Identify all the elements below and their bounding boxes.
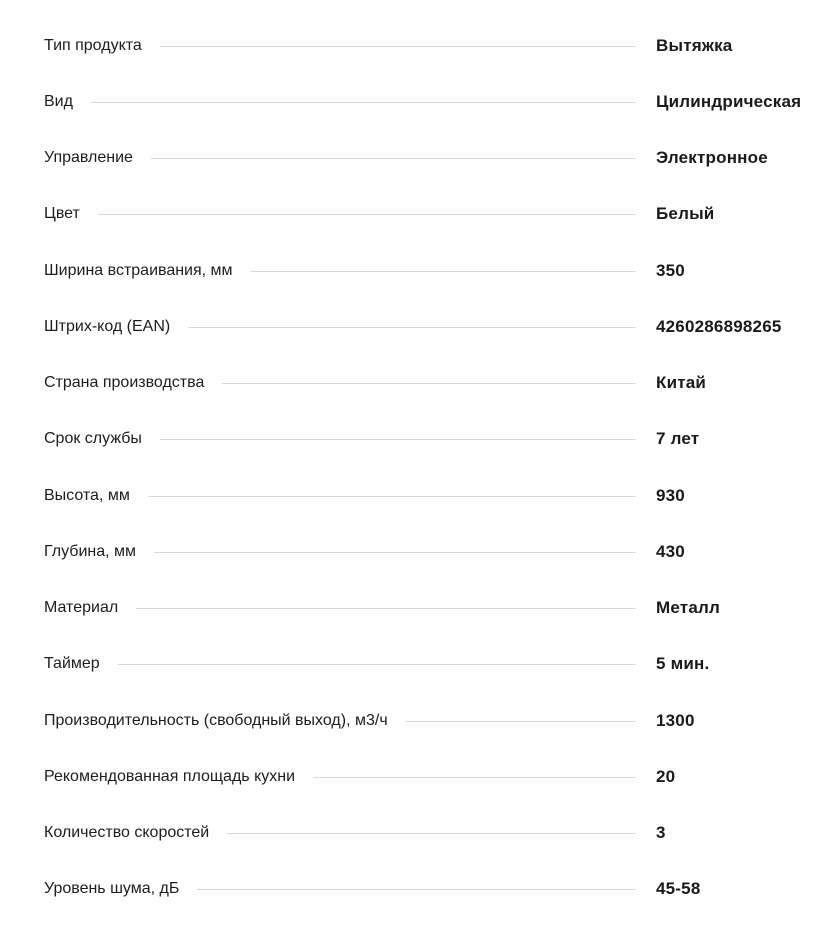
spec-leader-line <box>160 439 636 440</box>
spec-row-timer <box>44 649 827 679</box>
spec-row-control <box>44 143 827 173</box>
spec-row-type <box>44 87 827 117</box>
spec-leader-line <box>251 271 636 272</box>
spec-label: Высота, мм <box>44 487 130 504</box>
spec-row-depth <box>44 537 827 567</box>
spec-value: 1300 <box>656 711 695 730</box>
spec-row-height <box>44 481 827 511</box>
spec-value: Китай <box>656 373 707 392</box>
spec-row-kitchen-area <box>44 762 827 792</box>
spec-row-product-type <box>44 31 827 61</box>
spec-leader-line <box>98 214 636 215</box>
spec-value: 3 <box>656 823 666 842</box>
spec-label: Управление <box>44 149 133 166</box>
spec-label: Таймер <box>44 655 100 672</box>
spec-label: Страна производства <box>44 374 205 391</box>
spec-label: Уровень шума, дБ <box>44 880 180 897</box>
spec-leader-line <box>91 102 636 103</box>
spec-value: 20 <box>656 767 676 786</box>
spec-value: 430 <box>656 542 685 561</box>
spec-leader-line <box>148 496 636 497</box>
spec-leader-line <box>188 327 636 328</box>
spec-label: Цвет <box>44 205 80 222</box>
spec-leader-line <box>313 777 636 778</box>
spec-row-material <box>44 593 827 623</box>
spec-value: Белый <box>656 204 715 223</box>
spec-label: Штрих-код (EAN) <box>44 318 171 335</box>
spec-value: Вытяжка <box>656 36 733 55</box>
spec-label: Срок службы <box>44 430 142 447</box>
spec-label: Материал <box>44 599 119 616</box>
spec-label: Рекомендованная площадь кухни <box>44 768 296 785</box>
spec-label: Вид <box>44 93 73 110</box>
spec-row-noise-level <box>44 874 827 904</box>
spec-row-barcode <box>44 312 827 342</box>
spec-leader-line <box>406 721 636 722</box>
spec-leader-line <box>151 158 636 159</box>
spec-value: Металл <box>656 598 720 617</box>
spec-value: Электронное <box>656 148 768 167</box>
spec-value: 4260286898265 <box>656 317 782 336</box>
spec-leader-line <box>118 664 636 665</box>
spec-label: Производительность (свободный выход), м3/ч <box>44 712 388 729</box>
spec-row-service-life <box>44 424 827 454</box>
spec-value: 7 лет <box>656 429 700 448</box>
spec-leader-line <box>222 383 636 384</box>
spec-leader-line <box>197 889 636 890</box>
spec-leader-line <box>154 552 636 553</box>
spec-row-performance <box>44 706 827 736</box>
spec-value: 350 <box>656 261 685 280</box>
spec-label: Ширина встраивания, мм <box>44 262 233 279</box>
spec-value: 5 мин. <box>656 654 710 673</box>
spec-value: Цилиндрическая <box>656 92 802 111</box>
spec-row-country <box>44 368 827 398</box>
spec-label: Количество скоростей <box>44 824 210 841</box>
spec-row-speeds <box>44 818 827 848</box>
spec-label: Тип продукта <box>44 37 142 54</box>
spec-leader-line <box>227 833 636 834</box>
spec-label: Глубина, мм <box>44 543 137 560</box>
spec-leader-line <box>160 46 636 47</box>
spec-row-built-in-width <box>44 256 827 286</box>
spec-value: 930 <box>656 486 685 505</box>
spec-value: 45-58 <box>656 879 701 898</box>
spec-row-color <box>44 199 827 229</box>
spec-leader-line <box>136 608 636 609</box>
